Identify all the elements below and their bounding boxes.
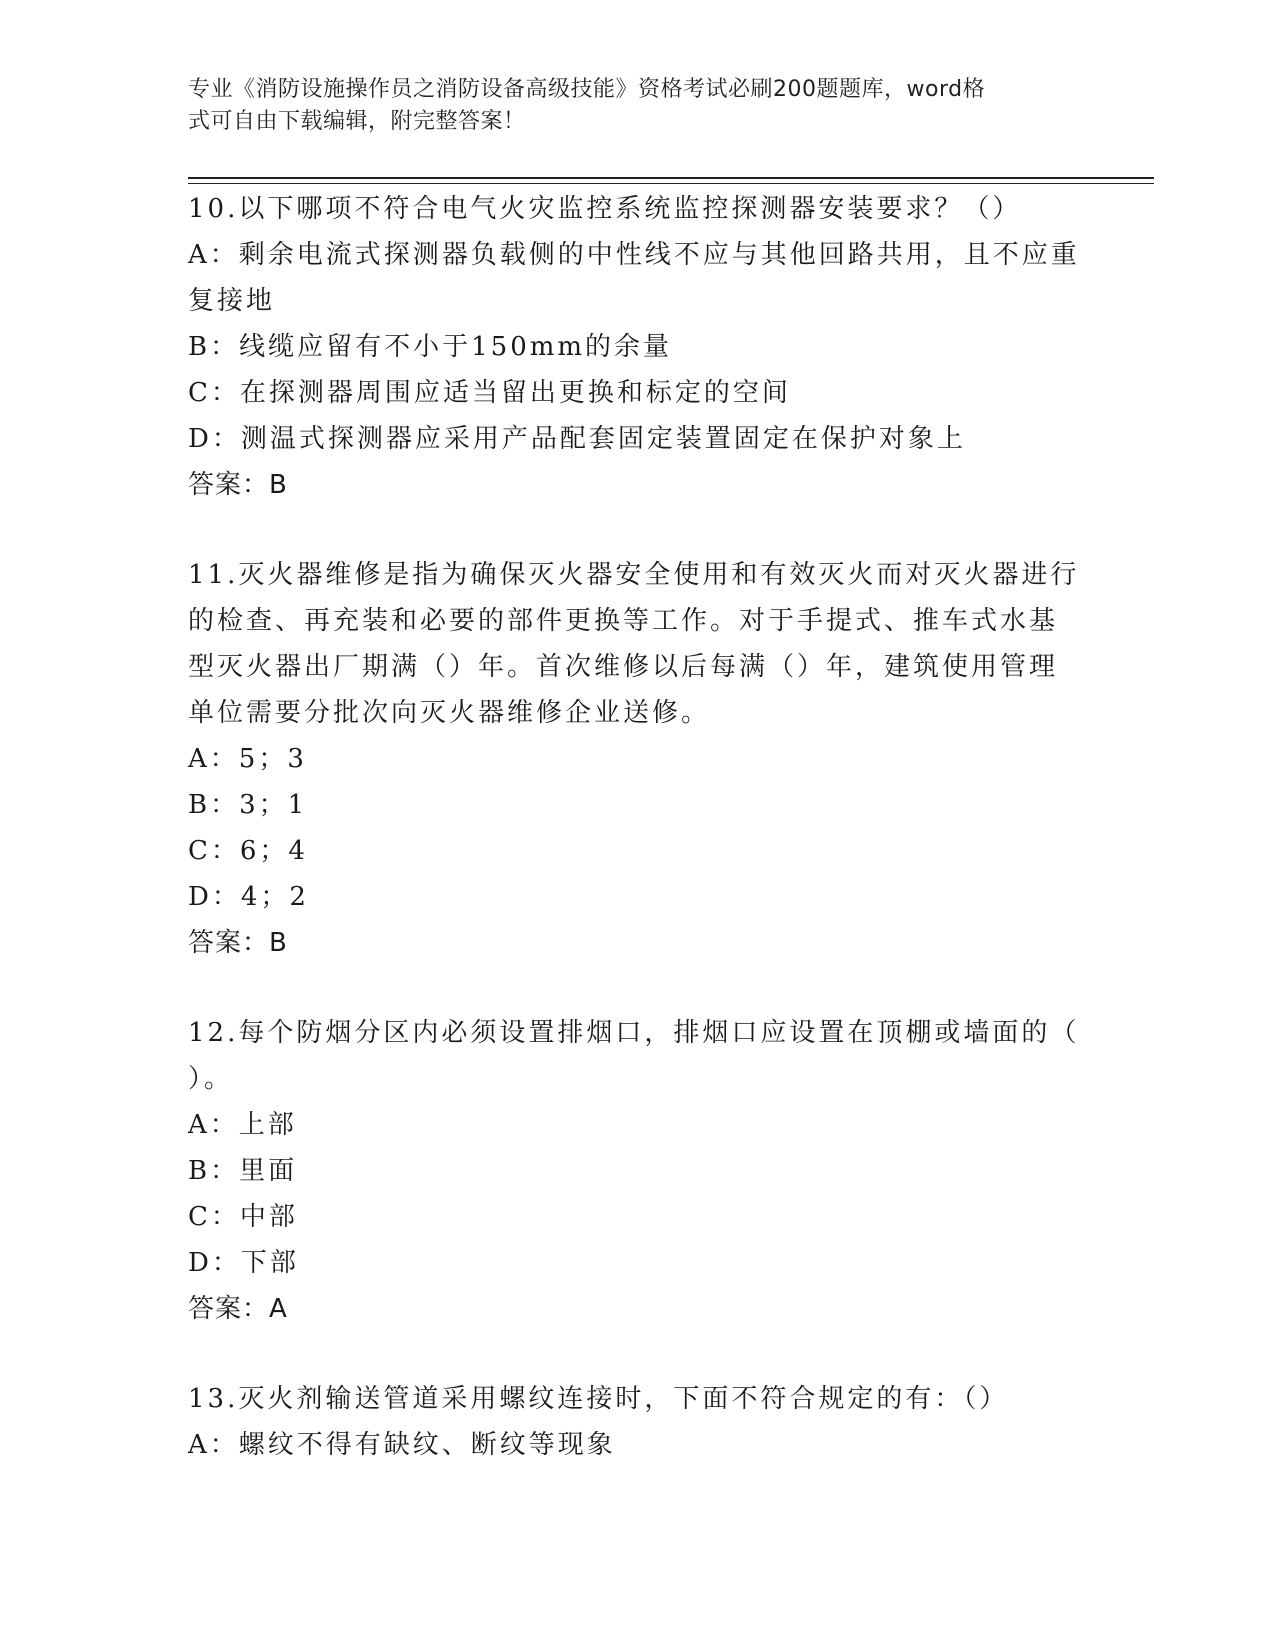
question-stem: 11.灭火器维修是指为确保灭火器安全使用和有效灭火而对灭火器进行 — [188, 560, 1080, 590]
option-c: C：中部 — [188, 1202, 298, 1232]
answer: 答案：B — [188, 928, 288, 958]
header-divider — [188, 177, 1154, 179]
question-stem-cont: 型灭火器出厂期满（）年。首次维修以后每满（）年，建筑使用管理 — [188, 652, 1059, 682]
question-stem: 13.灭火剂输送管道采用螺纹连接时，下面不符合规定的有：（） — [188, 1384, 1009, 1414]
option-a: A：上部 — [188, 1110, 297, 1140]
question-11 — [188, 552, 1088, 966]
question-stem: 12.每个防烟分区内必须设置排烟口，排烟口应设置在顶棚或墙面的（ — [188, 1018, 1080, 1048]
option-c: C：6；4 — [188, 836, 308, 866]
option-a-cont: 复接地 — [188, 286, 276, 316]
question-10 — [188, 186, 1088, 508]
option-c: C：在探测器周围应适当留出更换和标定的空间 — [188, 378, 791, 408]
question-13 — [188, 1376, 1088, 1468]
header-line-2: 式可自由下载编辑，附完整答案！ — [188, 109, 526, 134]
option-a: A：5；3 — [188, 744, 307, 774]
option-a: A：剩余电流式探测器负载侧的中性线不应与其他回路共用，且不应重 — [188, 240, 1080, 270]
answer: 答案：B — [188, 470, 288, 500]
option-b: B：3；1 — [188, 790, 308, 820]
question-stem-cont: 的检查、再充装和必要的部件更换等工作。对于手提式、推车式水基 — [188, 606, 1059, 636]
question-stem-cont: 单位需要分批次向灭火器维修企业送修。 — [188, 698, 711, 728]
document-header — [188, 74, 1078, 138]
option-d: D：测温式探测器应采用产品配套固定装置固定在保护对象上 — [188, 424, 966, 454]
option-b: B：里面 — [188, 1156, 298, 1186]
option-a: A：螺纹不得有缺纹、断纹等现象 — [188, 1430, 616, 1460]
question-12 — [188, 1010, 1088, 1332]
question-stem: 10.以下哪项不符合电气火灾监控系统监控探测器安装要求？（） — [188, 194, 1022, 224]
header-divider-thin — [188, 183, 1154, 184]
header-line-1: 专业《消防设施操作员之消防设备高级技能》资格考试必刷200题题库，word格 — [188, 77, 986, 102]
question-stem-cont: ）。 — [188, 1064, 234, 1094]
option-d: D：4；2 — [188, 882, 309, 912]
question-list — [188, 186, 1088, 1468]
option-b: B：线缆应留有不小于150mm的余量 — [188, 332, 673, 362]
option-d: D：下部 — [188, 1248, 299, 1278]
answer: 答案：A — [188, 1294, 288, 1324]
